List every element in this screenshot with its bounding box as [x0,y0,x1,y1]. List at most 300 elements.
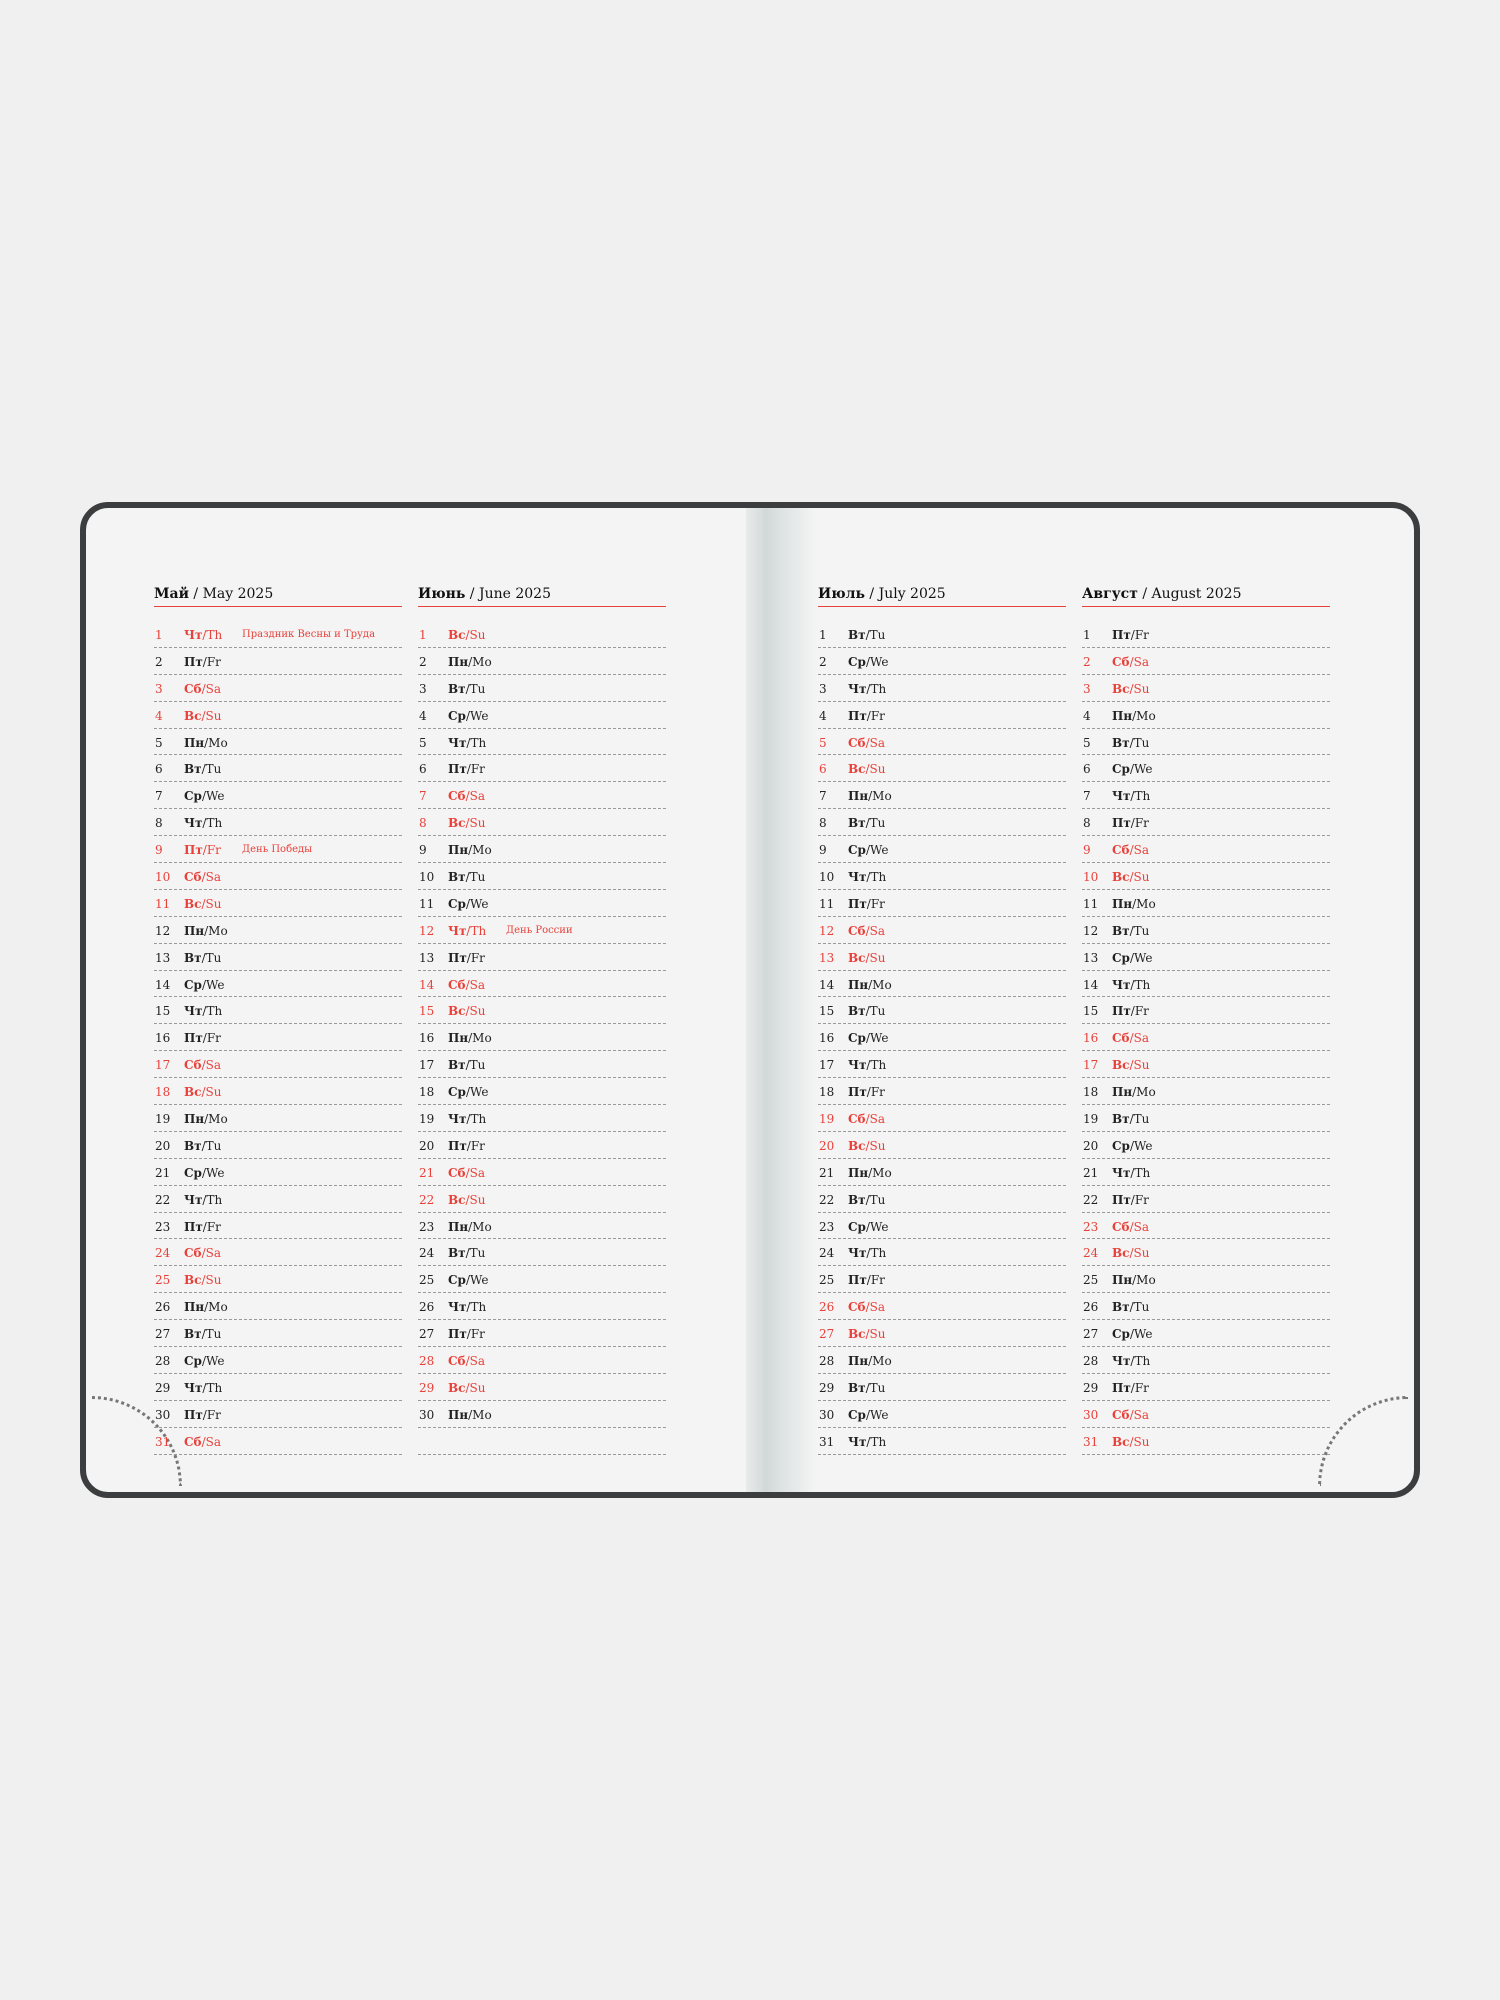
day-row [154,1078,402,1105]
day-row [1082,782,1330,809]
weekday-slash: / [868,977,873,992]
day-row [818,621,1066,648]
weekday-ru: Чт [1112,789,1131,804]
day-row [154,836,402,863]
day-number: 1 [419,628,427,642]
weekday [1112,951,1152,965]
day-number: 7 [1083,789,1091,804]
day-number: 6 [155,762,163,777]
weekday-ru: Пт [848,1085,867,1100]
day-number: 12 [1083,923,1099,938]
day-row [818,863,1066,890]
day-number: 2 [1083,654,1091,669]
weekday-slash: / [201,1354,206,1369]
day-row [418,1347,666,1374]
day-row [154,1401,402,1428]
day-row [154,890,402,917]
weekday-slash: / [866,681,871,696]
weekday-ru: Вт [448,681,466,696]
weekday-slash: / [201,977,206,992]
weekday [848,978,892,992]
weekday [1112,1300,1149,1314]
day-number: 1 [155,628,163,642]
weekday [184,628,222,642]
weekday [448,1220,492,1234]
weekday-ru: Сб [448,977,466,992]
day-number: 14 [419,977,435,992]
weekday [1112,1246,1149,1260]
month-august [1082,584,1330,1455]
weekday-slash: / [465,816,470,831]
weekday [184,816,222,830]
weekday-en: Tu [869,1192,886,1207]
weekday [1112,843,1149,857]
weekday [184,951,221,965]
weekday [848,1193,885,1207]
month-header [154,584,402,607]
weekday-en: Sa [205,1434,221,1449]
weekday-en: Su [1133,1246,1150,1261]
weekday-ru: Сб [1112,1031,1130,1046]
weekday-slash: / [868,789,873,804]
day-row [154,1213,402,1240]
weekday-en: Th [206,628,223,642]
weekday-slash: / [202,1219,207,1234]
day-number: 12 [819,923,835,938]
weekday-slash: / [201,789,206,804]
weekday-ru: Ср [848,1031,866,1046]
weekday-slash: / [468,843,473,858]
weekday-en: Mo [472,1031,492,1046]
weekday-slash: / [465,870,470,885]
weekday-en: We [870,1407,889,1422]
weekday-slash: / [1129,1112,1134,1127]
weekday-en: We [1134,762,1153,777]
day-row [818,1024,1066,1051]
day-row [154,917,402,944]
month-separator: / [1142,586,1152,602]
weekday-slash: / [1129,654,1134,669]
day-row [818,755,1066,782]
weekday-ru: Сб [448,1354,466,1369]
day-row [154,1024,402,1051]
weekday-slash: / [465,1058,470,1073]
day-row [154,944,402,971]
weekday-slash: / [1129,870,1134,885]
weekday-ru: Вс [184,708,202,723]
day-row [418,675,666,702]
weekday [1112,1220,1149,1234]
weekday-en: Mo [472,1407,492,1422]
weekday-ru: Вт [848,1192,866,1207]
weekday-en: Sa [1133,654,1149,669]
day-row [418,809,666,836]
weekday-en: Sa [205,1058,221,1073]
weekday-en: We [1134,1138,1153,1153]
day-number: 15 [819,1004,835,1019]
weekday-slash: / [1130,1380,1135,1395]
weekday-en: Fr [1134,628,1149,642]
day-row [418,648,666,675]
weekday-slash: / [1132,708,1137,723]
day-row [154,1374,402,1401]
day-row [1082,1320,1330,1347]
day-row [418,1213,666,1240]
day-number: 18 [819,1085,835,1100]
weekday-ru: Вс [184,896,202,911]
weekday-slash: / [865,735,870,750]
day-row [154,755,402,782]
weekday-slash: / [201,950,206,965]
weekday [1112,1354,1150,1368]
day-row [1082,702,1330,729]
day-number: 16 [155,1031,171,1046]
weekday-slash: / [465,681,470,696]
weekday-ru: Вс [848,762,866,777]
day-row [818,1186,1066,1213]
day-row [1082,1428,1330,1455]
weekday [184,1273,221,1287]
weekday-ru: Сб [1112,654,1130,669]
weekday-en: Th [1134,977,1151,992]
day-number: 24 [155,1246,171,1261]
weekday-en: Fr [1134,816,1149,831]
day-row [1082,1293,1330,1320]
day-row [418,1024,666,1051]
day-number: 8 [419,816,427,831]
weekday-slash: / [866,896,871,911]
weekday [848,1435,886,1449]
weekday-en: Su [205,708,222,723]
weekday-en: Su [1133,1434,1150,1449]
day-number: 2 [819,654,827,669]
weekday-en: Su [1133,681,1150,696]
day-row [818,809,1066,836]
weekday-ru: Сб [1112,1407,1130,1422]
weekday [448,1408,492,1422]
weekday [848,1112,885,1126]
weekday-ru: Ср [1112,950,1130,965]
weekday [1112,1193,1149,1207]
weekday-ru: Чт [184,1380,203,1395]
weekday-ru: Ср [848,843,866,858]
weekday-slash: / [201,870,206,885]
weekday-ru: Чт [448,1112,467,1127]
weekday-slash: / [201,1434,206,1449]
weekday-en: Su [1133,870,1150,885]
day-number: 26 [1083,1300,1099,1315]
day-row [1082,917,1330,944]
weekday-ru: Чт [184,1192,203,1207]
weekday-slash: / [865,816,870,831]
weekday-en: Mo [1136,1273,1156,1288]
weekday-ru: Чт [848,870,867,885]
day-number: 27 [819,1327,835,1342]
day-number: 7 [155,789,163,804]
weekday [184,709,221,723]
day-number: 20 [419,1138,435,1153]
weekday-en: Th [206,1380,223,1395]
day-number: 13 [1083,950,1099,965]
day-row [418,755,666,782]
day-row [154,1266,402,1293]
day-number: 31 [1083,1434,1099,1449]
weekday-slash: / [202,628,207,642]
weekday-en: Th [470,923,487,938]
weekday [1112,762,1152,776]
weekday [184,1220,221,1234]
day-row [418,782,666,809]
weekday-slash: / [865,1004,870,1019]
day-row [1082,836,1330,863]
weekday-ru: Пн [848,1165,869,1180]
weekday-slash: / [465,1004,470,1019]
weekday-slash: / [465,977,470,992]
weekday-ru: Пт [448,762,467,777]
weekday [448,628,485,642]
month-header [1082,584,1330,607]
weekday-en: We [470,1273,489,1288]
weekday-ru: Пн [448,1031,469,1046]
weekday [184,1408,221,1422]
month-header [818,584,1066,607]
weekday-ru: Чт [184,628,203,642]
weekday-ru: Ср [448,896,466,911]
day-row [818,917,1066,944]
weekday-slash: / [1129,1031,1134,1046]
weekday-en: Mo [1136,896,1156,911]
weekday [184,924,228,938]
weekday [1112,1031,1149,1045]
weekday [448,1193,485,1207]
weekday [184,1031,221,1045]
weekday [448,1300,486,1314]
weekday-ru: Сб [448,789,466,804]
weekday-slash: / [1129,1300,1134,1315]
day-number: 8 [1083,816,1091,831]
weekday-en: Mo [872,977,892,992]
day-number: 21 [819,1165,835,1180]
weekday-slash: / [202,654,207,669]
weekday [848,1139,885,1153]
day-row [1082,971,1330,998]
weekday [448,1273,488,1287]
day-row [818,1266,1066,1293]
day-number: 22 [419,1192,435,1207]
weekday-en: Th [1134,1354,1151,1369]
weekday-slash: / [201,1273,206,1288]
weekday-slash: / [468,1219,473,1234]
weekday-en: Fr [470,950,485,965]
weekday-ru: Сб [848,923,866,938]
weekday-en: Su [205,1273,222,1288]
day-number: 14 [819,977,835,992]
weekday [1112,709,1156,723]
day-number: 15 [1083,1004,1099,1019]
weekday [848,628,885,642]
weekday [448,1139,485,1153]
weekday-en: Fr [206,843,221,858]
weekday-slash: / [866,1246,871,1261]
day-row [818,971,1066,998]
day-number: 8 [819,816,827,831]
weekday-ru: Чт [1112,1165,1131,1180]
weekday-ru: Чт [448,923,467,938]
month-name-ru: Май [154,586,189,602]
day-row [418,917,666,944]
weekday-en: Su [469,1004,486,1019]
weekday-ru: Сб [184,870,202,885]
weekday-en: Th [206,816,223,831]
weekday [184,1435,221,1449]
weekday-ru: Ср [184,977,202,992]
weekday-ru: Чт [848,1246,867,1261]
weekday-slash: / [465,896,470,911]
weekday [448,1381,485,1395]
weekday-ru: Вт [184,1327,202,1342]
day-number: 16 [819,1031,835,1046]
weekday-ru: Пт [848,708,867,723]
weekday [848,1085,885,1099]
weekday-slash: / [1129,1407,1134,1422]
weekday [1112,628,1149,642]
weekday-ru: Пт [1112,1192,1131,1207]
weekday [184,1300,228,1314]
weekday-ru: Сб [848,1300,866,1315]
weekday [848,870,886,884]
day-number: 21 [155,1165,171,1180]
day-row [154,675,402,702]
weekday-slash: / [1130,789,1135,804]
day-number: 17 [419,1058,435,1073]
weekday [184,1381,222,1395]
day-row [1082,1105,1330,1132]
weekday [184,843,221,857]
weekday [848,1273,885,1287]
weekday-slash: / [1129,1327,1134,1342]
weekday-ru: Чт [448,1300,467,1315]
weekday [184,1166,224,1180]
weekday-ru: Вт [848,1380,866,1395]
day-row [418,890,666,917]
month-june [418,584,666,1455]
weekday [848,1220,888,1234]
month-separator: / [869,586,879,602]
day-row [818,1159,1066,1186]
weekday-ru: Сб [1112,1219,1130,1234]
day-row [154,997,402,1024]
day-row [1082,1051,1330,1078]
weekday-en: Th [870,1246,887,1261]
day-row [418,1266,666,1293]
weekday-en: Fr [470,1138,485,1153]
weekday-en: Mo [872,789,892,804]
weekday-slash: / [865,950,870,965]
weekday [848,682,886,696]
day-number: 21 [1083,1165,1099,1180]
day-number: 30 [1083,1407,1099,1422]
weekday [848,897,885,911]
day-number: 10 [419,870,435,885]
weekday-en: Tu [205,1327,222,1342]
day-number: 25 [1083,1273,1099,1288]
weekday [848,843,888,857]
weekday [448,951,485,965]
weekday-slash: / [201,762,206,777]
weekday-en: Fr [470,762,485,777]
weekday-slash: / [201,1138,206,1153]
weekday-ru: Чт [448,735,467,750]
weekday [1112,924,1149,938]
day-row [418,729,666,756]
weekday-ru: Пн [848,977,869,992]
weekday-slash: / [868,1354,873,1369]
day-number: 2 [155,654,163,669]
weekday-ru: Вс [184,1085,202,1100]
weekday-ru: Пн [448,654,469,669]
weekday-ru: Сб [184,1246,202,1261]
day-row [1082,809,1330,836]
day-row [818,1347,1066,1374]
weekday-slash: / [1132,1273,1137,1288]
weekday-ru: Вс [1112,1246,1130,1261]
day-number: 4 [419,708,427,723]
day-number: 3 [819,681,827,696]
weekday-ru: Вт [1112,1112,1130,1127]
weekday [448,816,485,830]
weekday-en: Th [206,1004,223,1019]
weekday-ru: Ср [184,789,202,804]
weekday [184,736,228,750]
weekday-en: Tu [205,762,222,777]
weekday-slash: / [865,1407,870,1422]
weekday-slash: / [1130,977,1135,992]
weekday-slash: / [204,923,209,938]
day-number: 11 [819,896,835,911]
weekday-slash: / [1132,1085,1137,1100]
day-row [818,1428,1066,1455]
weekday [848,816,885,830]
weekday-slash: / [466,1300,471,1315]
weekday-slash: / [465,789,470,804]
weekday-slash: / [466,735,471,750]
weekday-en: Tu [869,628,886,642]
day-number: 14 [155,977,171,992]
day-number: 27 [419,1327,435,1342]
day-number: 13 [419,950,435,965]
weekday-ru: Пн [448,1219,469,1234]
weekday-slash: / [865,1327,870,1342]
day-row [818,675,1066,702]
day-number: 27 [155,1327,171,1342]
day-row [154,1159,402,1186]
day-row [818,782,1066,809]
day-row [1082,675,1330,702]
weekday [848,789,892,803]
weekday [848,655,888,669]
weekday-ru: Ср [1112,1138,1130,1153]
day-row [154,1051,402,1078]
day-number: 17 [1083,1058,1099,1073]
weekday-ru: Пн [184,1300,205,1315]
weekday-en: We [870,843,889,858]
day-number: 27 [1083,1327,1099,1342]
day-list [154,621,402,1455]
weekday-ru: Пн [1112,1273,1133,1288]
day-row [154,971,402,998]
weekday-en: We [870,654,889,669]
weekday [1112,816,1149,830]
